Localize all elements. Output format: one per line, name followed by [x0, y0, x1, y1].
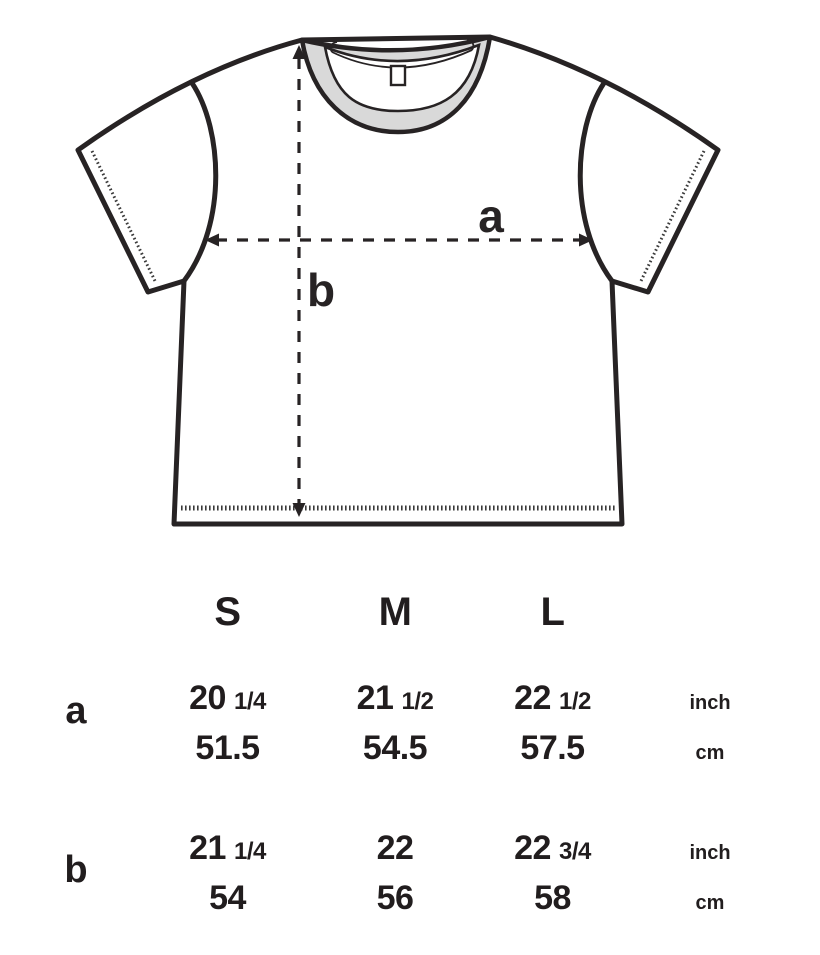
unit-inch-label: inch [689, 692, 731, 714]
row-label-a: a [65, 690, 87, 732]
value-fraction: 3/4 [558, 838, 591, 865]
size-header-row [0, 590, 820, 634]
value-fraction: 1/2 [401, 688, 434, 715]
value-whole: 21 [189, 829, 226, 867]
value-a-l-inch [480, 678, 625, 722]
value-fraction: 1/2 [558, 688, 591, 715]
value-a-s-cm: 51.5 [195, 729, 260, 767]
value-whole: 22 [514, 679, 551, 717]
row-a-cm [0, 728, 820, 773]
value-fraction: 1/4 [233, 688, 266, 715]
value-b-s-cm: 54 [209, 879, 246, 917]
size-header-s: S [214, 590, 241, 634]
unit-cm-label: cm [695, 742, 725, 764]
row-label-b: b [64, 849, 88, 891]
value-b-s-inch [145, 828, 310, 872]
unit-inch-label: inch [689, 842, 731, 864]
value-whole: 22 [514, 829, 551, 867]
value-b-l-cm: 58 [534, 879, 571, 917]
value-b-l-inch [480, 828, 625, 872]
row-b-inch [0, 828, 820, 873]
value-b-m-cm: 56 [376, 879, 414, 917]
value-whole: 20 [189, 679, 226, 717]
value-a-s-inch [145, 678, 310, 722]
length-label: b [306, 264, 336, 316]
value-fraction: 1/4 [233, 838, 266, 865]
unit-cm-label: cm [695, 892, 725, 914]
value-b-m-inch [310, 828, 480, 868]
value-a-m-inch [310, 678, 480, 722]
size-header-m: M [378, 590, 412, 634]
value-a-l-cm: 57.5 [520, 729, 585, 767]
width-label: a [478, 190, 504, 242]
value-whole: 21 [356, 679, 394, 717]
row-b-cm [0, 878, 820, 923]
size-header-l: L [540, 590, 565, 634]
value-a-m-cm: 54.5 [362, 729, 428, 767]
value-whole: 22 [376, 829, 414, 867]
row-a-inch [0, 678, 820, 723]
